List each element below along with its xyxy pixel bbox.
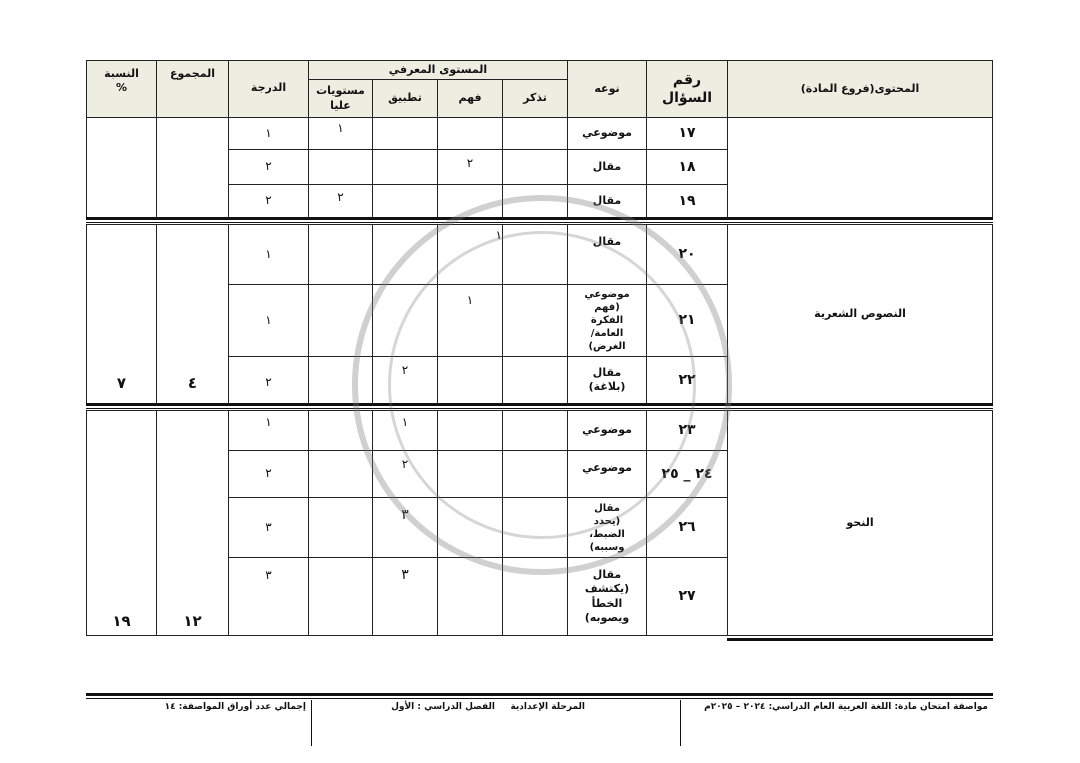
question-no-24-25: ٢٤ _ ٢٥ — [646, 450, 728, 498]
type-17: موضوعي — [567, 117, 647, 150]
question-no-27: ٢٧ — [646, 557, 728, 636]
remember-18 — [502, 149, 568, 185]
header-remember: تذكر — [502, 79, 568, 118]
higher-27 — [308, 557, 373, 636]
header-ratio: النسبة % — [86, 60, 157, 118]
section-poetry: النصوص الشعرية — [727, 224, 993, 404]
content-bottom-line — [727, 638, 993, 641]
header-degree: الدرجة — [228, 60, 309, 118]
higher-18 — [308, 149, 373, 185]
degree-17: ١ — [228, 117, 309, 150]
degree-19: ٢ — [228, 184, 309, 218]
question-no-18: ١٨ — [646, 149, 728, 185]
question-no-19: ١٩ — [646, 184, 728, 218]
footer-divider-2 — [311, 700, 312, 746]
type-23: موضوعي — [567, 410, 647, 451]
higher-24-25 — [308, 450, 373, 498]
apply-26: ٣ — [372, 497, 438, 558]
question-no-26: ٢٦ — [646, 497, 728, 558]
apply-24-25: ٢ — [372, 450, 438, 498]
question-no-23: ٢٣ — [646, 410, 728, 451]
apply-18 — [372, 149, 438, 185]
higher-17: ١ — [308, 117, 373, 150]
header-understand: فهم — [437, 79, 503, 118]
degree-24-25: ٢ — [228, 450, 309, 498]
understand-18: ٢ — [437, 149, 503, 185]
degree-18: ٢ — [228, 149, 309, 185]
footer-term: الفصل الدراسي : الأول — [391, 702, 495, 712]
header-question-no: رقم السؤال — [646, 60, 728, 118]
understand-17 — [437, 117, 503, 150]
higher-20 — [308, 224, 373, 285]
section-grammar: النحو — [727, 410, 993, 636]
footer-rule-thin — [86, 698, 993, 699]
apply-19 — [372, 184, 438, 218]
header-higher: مستويات عليا — [308, 79, 373, 118]
header-type: نوعه — [567, 60, 647, 118]
question-no-20: ٢٠ — [646, 224, 728, 285]
understand-21: ١ — [437, 284, 503, 357]
apply-17 — [372, 117, 438, 150]
total-cell-group1 — [156, 117, 229, 218]
apply-22: ٢ — [372, 356, 438, 404]
total-poetry: ٤ — [156, 224, 229, 404]
question-no-21: ٢١ — [646, 284, 728, 357]
header-cognitive-level: المستوى المعرفي — [308, 60, 568, 80]
ratio-poetry: ٧ — [86, 224, 157, 404]
type-19: مقال — [567, 184, 647, 218]
higher-26 — [308, 497, 373, 558]
ratio-cell-group1 — [86, 117, 157, 218]
type-18: مقال — [567, 149, 647, 185]
apply-27: ٣ — [372, 557, 438, 636]
question-no-22: ٢٢ — [646, 356, 728, 404]
footer-rule — [86, 693, 993, 696]
total-grammar: ١٢ — [156, 410, 229, 636]
degree-21: ١ — [228, 284, 309, 357]
degree-26: ٣ — [228, 497, 309, 558]
type-26: مقال (يحدد الضبط، وسببه) — [567, 497, 647, 558]
footer-title: مواصفة امتحان مادة: اللغة العربية العام الدراسي: ٢٠٢٤ – ٢٠٢٥م — [704, 702, 988, 712]
remember-17 — [502, 117, 568, 150]
content-cell-group1 — [727, 117, 993, 218]
understand-20: ١ — [437, 224, 503, 285]
footer-pages: إجمالي عدد أوراق المواصفة: ١٤ — [164, 702, 306, 712]
question-no-17: ١٧ — [646, 117, 728, 150]
type-22: مقال (بلاغة) — [567, 356, 647, 404]
stamp-seal-inner — [388, 231, 696, 539]
type-21: موضوعي (فهم الفكرة العامة/ الغرض) — [567, 284, 647, 357]
type-20: مقال — [567, 224, 647, 285]
footer-divider-1 — [680, 700, 681, 746]
ratio-grammar: ١٩ — [86, 410, 157, 636]
higher-19: ٢ — [308, 184, 373, 218]
type-24-25: موضوعي — [567, 450, 647, 498]
header-apply: تطبيق — [372, 79, 438, 118]
degree-23: ١ — [228, 410, 309, 451]
degree-22: ٢ — [228, 356, 309, 404]
footer-stage: المرحلة الإعدادية — [510, 702, 585, 712]
type-27: مقال (يكتشف الخطأ ويصوبه) — [567, 557, 647, 636]
header-content: المحتوى(فروع المادة) — [727, 60, 993, 118]
degree-20: ١ — [228, 224, 309, 285]
degree-27: ٣ — [228, 557, 309, 636]
apply-23: ١ — [372, 410, 438, 451]
header-total: المجموع — [156, 60, 229, 118]
